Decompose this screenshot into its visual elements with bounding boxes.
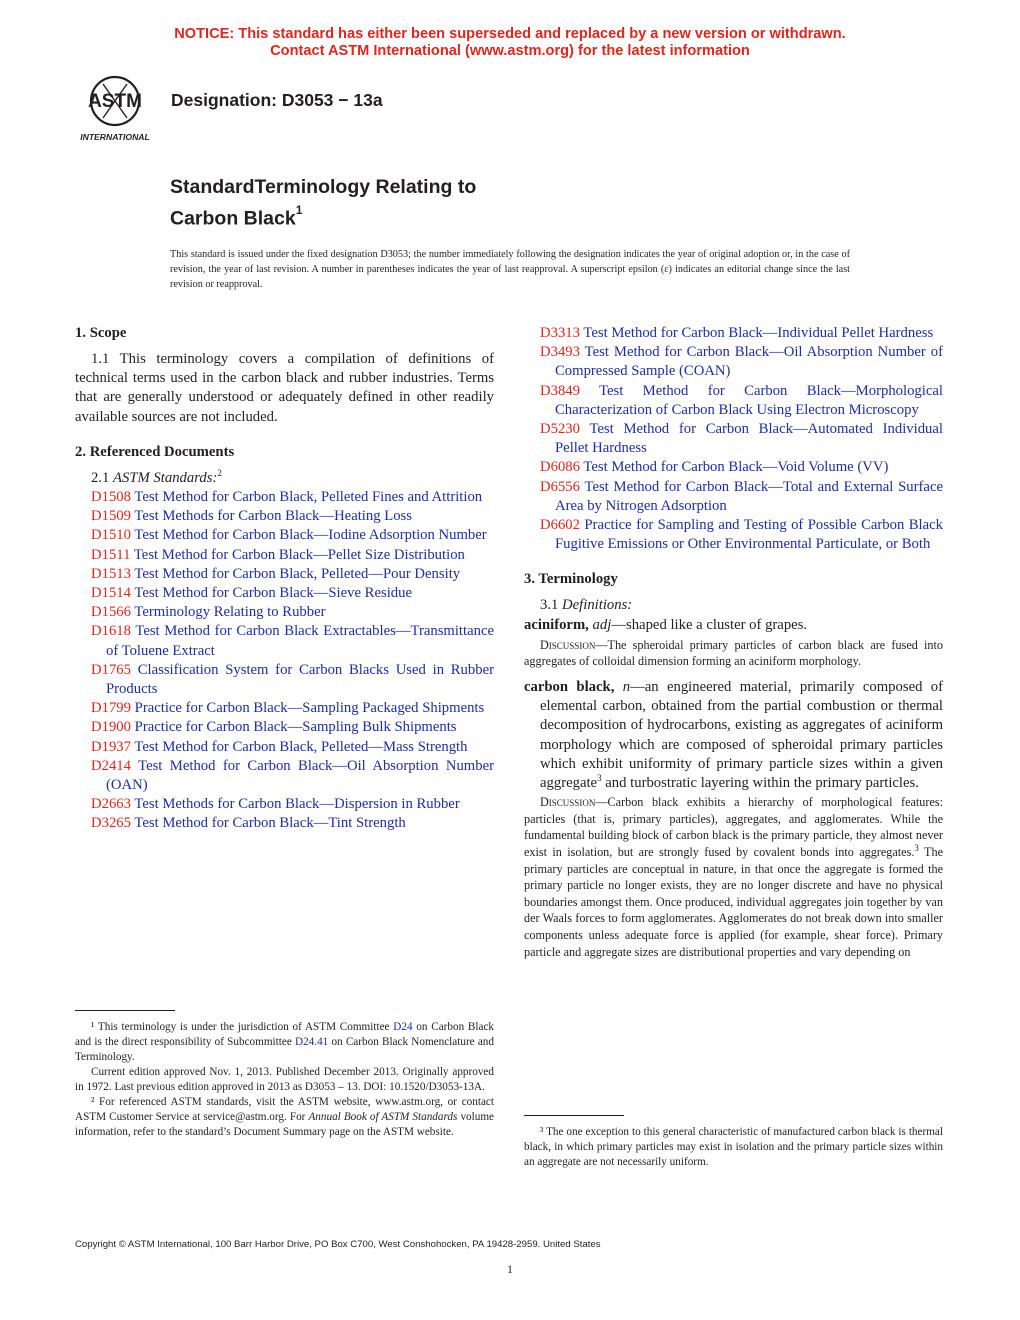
reference-title-link[interactable]: Test Method for Carbon Black—Automated Individual Pellet Hardness <box>555 421 943 457</box>
reference-title-link[interactable]: Classification System for Carbon Blacks Used in Rubber Products <box>106 661 494 698</box>
astm-standards-subhead <box>75 469 494 488</box>
reference-code-link[interactable]: D6086 <box>540 459 580 476</box>
reference-item[interactable] <box>75 565 494 584</box>
reference-item[interactable] <box>75 738 494 757</box>
term-aciniform: aciniform, adj—shaped like a cluster of grapes. <box>524 616 808 633</box>
title-footnote-mark: 1 <box>295 203 303 217</box>
reference-item[interactable] <box>524 516 943 554</box>
logo-letters: ASTM <box>88 91 142 112</box>
reference-item[interactable] <box>75 584 494 603</box>
reference-title-link[interactable]: Test Method for Carbon Black, Pelleted—Pour Density <box>134 565 461 582</box>
reference-item[interactable] <box>524 324 943 343</box>
reference-code-link[interactable]: D1566 <box>91 604 131 621</box>
reference-item[interactable] <box>75 661 494 699</box>
reference-title-link[interactable]: Test Method for Carbon Black Extractables—Transmittance of Toluene Extract <box>106 623 494 659</box>
reference-code-link[interactable]: D1937 <box>91 738 131 755</box>
footnote-2: ² For referenced ASTM standards, visit the ASTM website, www.astm.org, or contact ASTM Customer Service at service@astm.org. For Annual Book of ASTM Standards volume information, refer to the standard’s Document Summary page on the ASTM website. <box>75 1096 494 1138</box>
reference-title-link[interactable]: Test Method for Carbon Black—Void Volume (VV) <box>583 459 889 476</box>
footnote-divider <box>75 1010 175 1011</box>
footnote-1: ¹ This terminology is under the jurisdiction of ASTM Committee D24 on Carbon Black and is the direct responsibility of Subcommittee D24.41 on Carbon Black Nomenclature and Terminology. <box>75 1021 495 1063</box>
title-line-1: StandardTerminology Relating to <box>170 176 477 198</box>
reference-item[interactable] <box>75 699 494 718</box>
sub-number: 2.1 <box>91 469 114 486</box>
reference-title-link[interactable]: Test Method for Carbon Black—Pellet Size Distribution <box>133 546 465 563</box>
reference-code-link[interactable]: D3313 <box>540 325 580 341</box>
left-footnotes <box>75 1020 494 1140</box>
issuance-note: This standard is issued under the fixed designation D3053; the number immediately following the designation indicates the year of original adoption or, in the case of revision, the year of last revision. A number in parentheses indicates the year of last reapproval. A superscript epsilon (ε) indicates an editorial change since the last revision or reapproval. <box>170 249 850 290</box>
reference-title-link[interactable]: Practice for Carbon Black—Sampling Packaged Shipments <box>134 700 485 717</box>
reference-code-link[interactable]: D3265 <box>91 815 131 832</box>
reference-title-link[interactable]: Test Method for Carbon Black—Morphological Characterization of Carbon Black Using Electron Microscopy <box>555 382 943 418</box>
reference-title-link[interactable]: Practice for Carbon Black—Sampling Bulk Shipments <box>134 719 457 736</box>
left-reference-list <box>75 488 494 834</box>
reference-code-link[interactable]: D1510 <box>91 527 131 544</box>
scope-heading: 1. Scope <box>75 325 127 341</box>
reference-item[interactable] <box>524 478 943 516</box>
discussion-aciniform: Discussion—The spheroidal primary particles of carbon black are fused into aggregates of colloidal dimension forming an aciniform morphology. <box>524 637 943 669</box>
reference-title-link[interactable]: Test Method for Carbon Black—Total and External Surface Area by Nitrogen Adsorption <box>555 478 943 514</box>
footnote-3: ³ The one exception to this general characteristic of manufactured carbon black is thermal black, in which primary particles may exist in isolation and the primary particle sizes within an aggregate are not necessarily uniform. <box>524 1126 943 1168</box>
reference-code-link[interactable]: D1509 <box>91 508 131 525</box>
footnote-mark-2: 2 <box>217 467 222 478</box>
term-word: aciniform, <box>524 616 589 633</box>
reference-title-link[interactable]: Test Method for Carbon Black—Tint Strength <box>134 815 406 832</box>
reference-item[interactable] <box>524 420 943 458</box>
reference-title-link[interactable]: Practice for Sampling and Testing of Possible Carbon Black Fugitive Emissions or Other Environmental Particulate, or Both <box>555 517 943 553</box>
reference-item[interactable] <box>75 622 494 660</box>
reference-title-link[interactable]: Test Method for Carbon Black—Oil Absorption Number of Compressed Sample (COAN) <box>555 344 943 380</box>
notice-line-1: NOTICE: This standard has either been superseded and replaced by a new version or withdrawn. <box>174 26 846 42</box>
reference-item[interactable] <box>75 488 494 507</box>
reference-code-link[interactable]: D1508 <box>91 489 131 506</box>
reference-item[interactable] <box>75 507 494 526</box>
reference-item[interactable] <box>524 458 943 477</box>
reference-title-link[interactable]: Terminology Relating to Rubber <box>134 604 326 621</box>
designation: Designation: D3053 − 13a <box>171 90 383 110</box>
document-title <box>170 174 476 232</box>
footnote-divider-right <box>524 1115 624 1116</box>
reference-item[interactable] <box>75 526 494 545</box>
reference-title-link[interactable]: Test Method for Carbon Black, Pelleted Fines and Attrition <box>134 489 483 506</box>
committee-link[interactable]: D24 <box>393 1021 413 1033</box>
definitions-subhead: 3.1 Definitions: <box>540 597 633 614</box>
reference-code-link[interactable]: D1900 <box>91 719 131 736</box>
reference-code-link[interactable]: D1511 <box>91 546 131 563</box>
discussion-carbon-black: Discussion—Carbon black exhibits a hierarchy of morphological features: particles (that is, primary particles), aggregates, and agglomerates. While the fundamental building block of carbon black is the primary particle, they almost never exist in isolation, but are strongly fused by covalent bonds into aggregates.$^3$ The primary particles are conceptual in nature, in that once the aggregate is formed the primary particle no longer exists, they are no longer discrete and have no physical boundaries amongst them. Once produced, individual aggregates join together by van der Waals forces to form agglomerates. Agglomerates do not break down into smaller components unless adequate force is applied (for example, shear force). Primary particle and aggregate sizes are distributional properties and vary depending on <box>524 795 943 959</box>
reference-title-link[interactable]: Test Method for Carbon Black—Sieve Residue <box>134 585 412 602</box>
term-carbon-black: carbon black, n—an engineered material, primarily composed of elemental carbon, obtained from the partial combustion or thermal decomposition of hydrocarbons, existing as aggregates of aciniform morphology which are composed of spheroidal primary particles which exhibit uniformity of primary particle sizes within a given aggregate$^3$ and turbostratic layering within the primary particles. <box>524 679 944 792</box>
referenced-documents-heading: 2. Referenced Documents <box>75 443 235 460</box>
reference-code-link[interactable]: D2663 <box>91 796 131 813</box>
reference-title-link[interactable]: Test Method for Carbon Black—Individual Pellet Hardness <box>583 325 934 341</box>
reference-code-link[interactable]: D3849 <box>540 382 580 399</box>
reference-title-link[interactable]: Test Method for Carbon Black, Pelleted—Mass Strength <box>134 738 468 755</box>
title-line-2: Carbon Black <box>170 207 296 230</box>
reference-code-link[interactable]: D1514 <box>91 585 131 602</box>
reference-code-link[interactable]: D1765 <box>91 661 131 678</box>
right-column <box>524 324 943 960</box>
reference-title-link[interactable]: Test Methods for Carbon Black—Dispersion in Rubber <box>134 796 460 813</box>
reference-item[interactable] <box>75 814 494 833</box>
page-number: 1 <box>507 1262 513 1276</box>
reference-item[interactable] <box>75 546 494 565</box>
reference-item[interactable] <box>524 343 943 381</box>
astm-logo-icon <box>72 74 164 144</box>
right-reference-list <box>524 324 943 554</box>
reference-code-link[interactable]: D6556 <box>540 478 580 495</box>
left-column <box>75 324 494 834</box>
reference-item[interactable] <box>75 603 494 622</box>
logo-caption: INTERNATIONAL <box>80 132 150 142</box>
reference-item[interactable] <box>75 757 494 795</box>
reference-code-link[interactable]: D6602 <box>540 517 580 534</box>
reference-item[interactable] <box>75 718 494 737</box>
reference-item[interactable] <box>75 795 494 814</box>
reference-code-link[interactable]: D1618 <box>91 623 131 640</box>
reference-title-link[interactable]: Test Methods for Carbon Black—Heating Loss <box>134 508 412 525</box>
copyright-line: Copyright © ASTM International, 100 Barr Harbor Drive, PO Box C700, West Conshohocken, PA 19428-2959. United States <box>75 1239 601 1250</box>
right-footnotes <box>524 1125 943 1170</box>
terminology-heading: 3. Terminology <box>524 571 618 588</box>
sub-label: ASTM Standards: <box>113 469 218 486</box>
reference-title-link[interactable]: Test Method for Carbon Black—Iodine Adsorption Number <box>134 527 487 544</box>
reference-code-link[interactable]: D2414 <box>91 757 131 774</box>
withdrawal-notice <box>0 26 1020 60</box>
subcommittee-link[interactable]: D24.41 <box>295 1036 329 1048</box>
footnote-1-edition: Current edition approved Nov. 1, 2013. Published December 2013. Originally approved in 1972. Last previous edition approved in 2013 as D3053 – 13. DOI: 10.1520/D3053-13A. <box>75 1066 494 1093</box>
reference-code-link[interactable]: D3493 <box>540 344 580 361</box>
reference-code-link[interactable]: D1513 <box>91 565 131 582</box>
reference-code-link[interactable]: D5230 <box>540 421 580 438</box>
scope-text: 1.1 This terminology covers a compilation of definitions of technical terms used in the carbon black and rubber industries. Terms that are generally understood or adequately defined in other readily available sources are not included. <box>75 351 494 425</box>
notice-line-2: Contact ASTM International (www.astm.org) for the latest information <box>270 43 750 59</box>
reference-title-link[interactable]: Test Method for Carbon Black—Oil Absorption Number (OAN) <box>106 757 494 794</box>
term-word: carbon black, <box>524 679 615 696</box>
reference-item[interactable] <box>524 382 943 420</box>
reference-code-link[interactable]: D1799 <box>91 700 131 717</box>
